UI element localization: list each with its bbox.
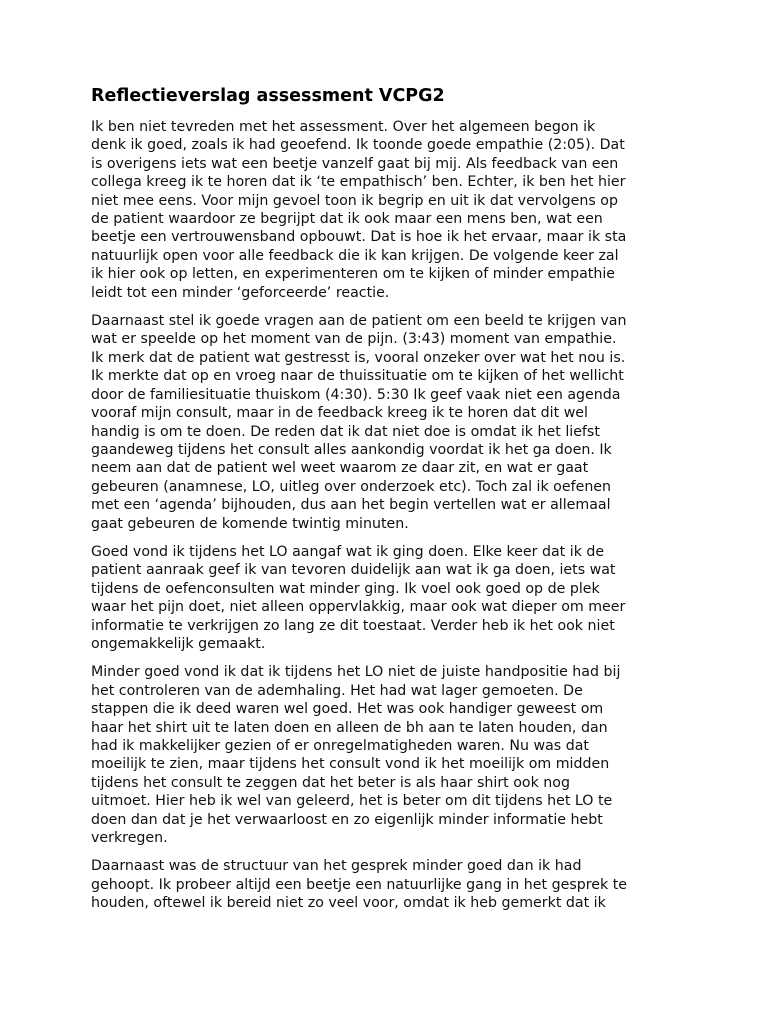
paragraph-3: Goed vond ik tijdens het LO aangaf wat ik ging doen. Elke keer dat ik de patient aanraak geef ik van tevoren duidelijk aan wat ik ga doen, iets wat tijdens de oefenconsulten wat minder ging. Ik voel ook goed op de plek waar het pijn doet, niet alleen oppervlakkig, maar ook wat dieper om meer informatie te verkrijgen zo lang ze dit toestaat. Verder heb ik het ook niet ongemakkelijk gemaakt.: [91, 543, 626, 652]
paragraph-4: Minder goed vond ik dat ik tijdens het LO niet de juiste handpositie had bij het controleren van de ademhaling. Het had wat lager gemoeten. De stappen die ik deed waren wel goed. Het was ook handiger geweest om haar het shirt uit te laten doen en alleen de bh aan te laten houden, dan had ik makkelijker gezien of er onregelmatigheden waren. Nu was dat moeilijk te zien, maar tijdens het consult vond ik het moeilijk om midden tijdens het consult te zeggen dat het beter is als haar shirt ook nog uitmoet. Hier heb ik wel van geleerd, het is beter om dit tijdens het LO te doen dan dat je het verwaarloost en zo eigenlijk minder informatie hebt verkregen.: [91, 664, 621, 847]
paragraph-2: Daarnaast stel ik goede vragen aan de patient om een beeld te krijgen van wat er speelde op het moment van de pijn. (3:43) moment van empathie. Ik merk dat de patient wat gestresst is, vooral onzeker over wat het nou is. Ik merkte dat op en vroeg naar de thuissituatie om te kijken of het wellicht door de familiesituatie thuiskom (4:30). 5:30 Ik geef vaak niet een agenda vooraf mijn consult, maar in de feedback kreeg ik te horen dat dit wel handig is om te doen. De reden dat ik dat niet doe is omdat ik het liefst gaandeweg tijdens het consult alles aankondig voordat ik het ga doen. Ik neem aan dat de patient wel weet waarom ze daar zit, en wat er gaat gebeuren (anamnese, LO, uitleg over onderzoek etc). Toch zal ik oefenen met een ‘agenda’ bijhouden, dus aan het begin vertellen wat er allemaal gaat gebeuren de komende twintig minuten.: [91, 313, 627, 532]
paragraph-5: Daarnaast was de structuur van het gesprek minder goed dan ik had gehoopt. Ik probeer altijd een beetje een natuurlijke gang in het gesprek te houden, oftewel ik bereid niet zo veel voor, omdat ik heb gemerkt dat ik: [91, 858, 627, 912]
document-title: Reflectieverslag assessment VCPG2: [91, 86, 445, 106]
paragraph-1: Ik ben niet tevreden met het assessment. Over het algemeen begon ik denk ik goed, zoals ik had geoefend. Ik toonde goede empathie (2:05). Dat is overigens iets wat een beetje vanzelf gaat bij mij. Als feedback van een collega kreeg ik te horen dat ik ‘te empathisch’ ben. Echter, ik ben het hier niet mee eens. Voor mijn gevoel toon ik begrip en uit ik dat vervolgens op de patient waardoor ze begrijpt dat ik ook maar een mens ben, wat een beetje een vertrouwensband opbouwt. Dat is hoe ik het ervaar, maar ik sta natuurlijk open voor alle feedback die ik kan krijgen. De volgende keer zal ik hier ook op letten, en experimenteren om te kijken of minder empathie leidt tot een minder ‘geforceerde’ reactie.: [91, 119, 627, 301]
document-body: [91, 84, 691, 923]
